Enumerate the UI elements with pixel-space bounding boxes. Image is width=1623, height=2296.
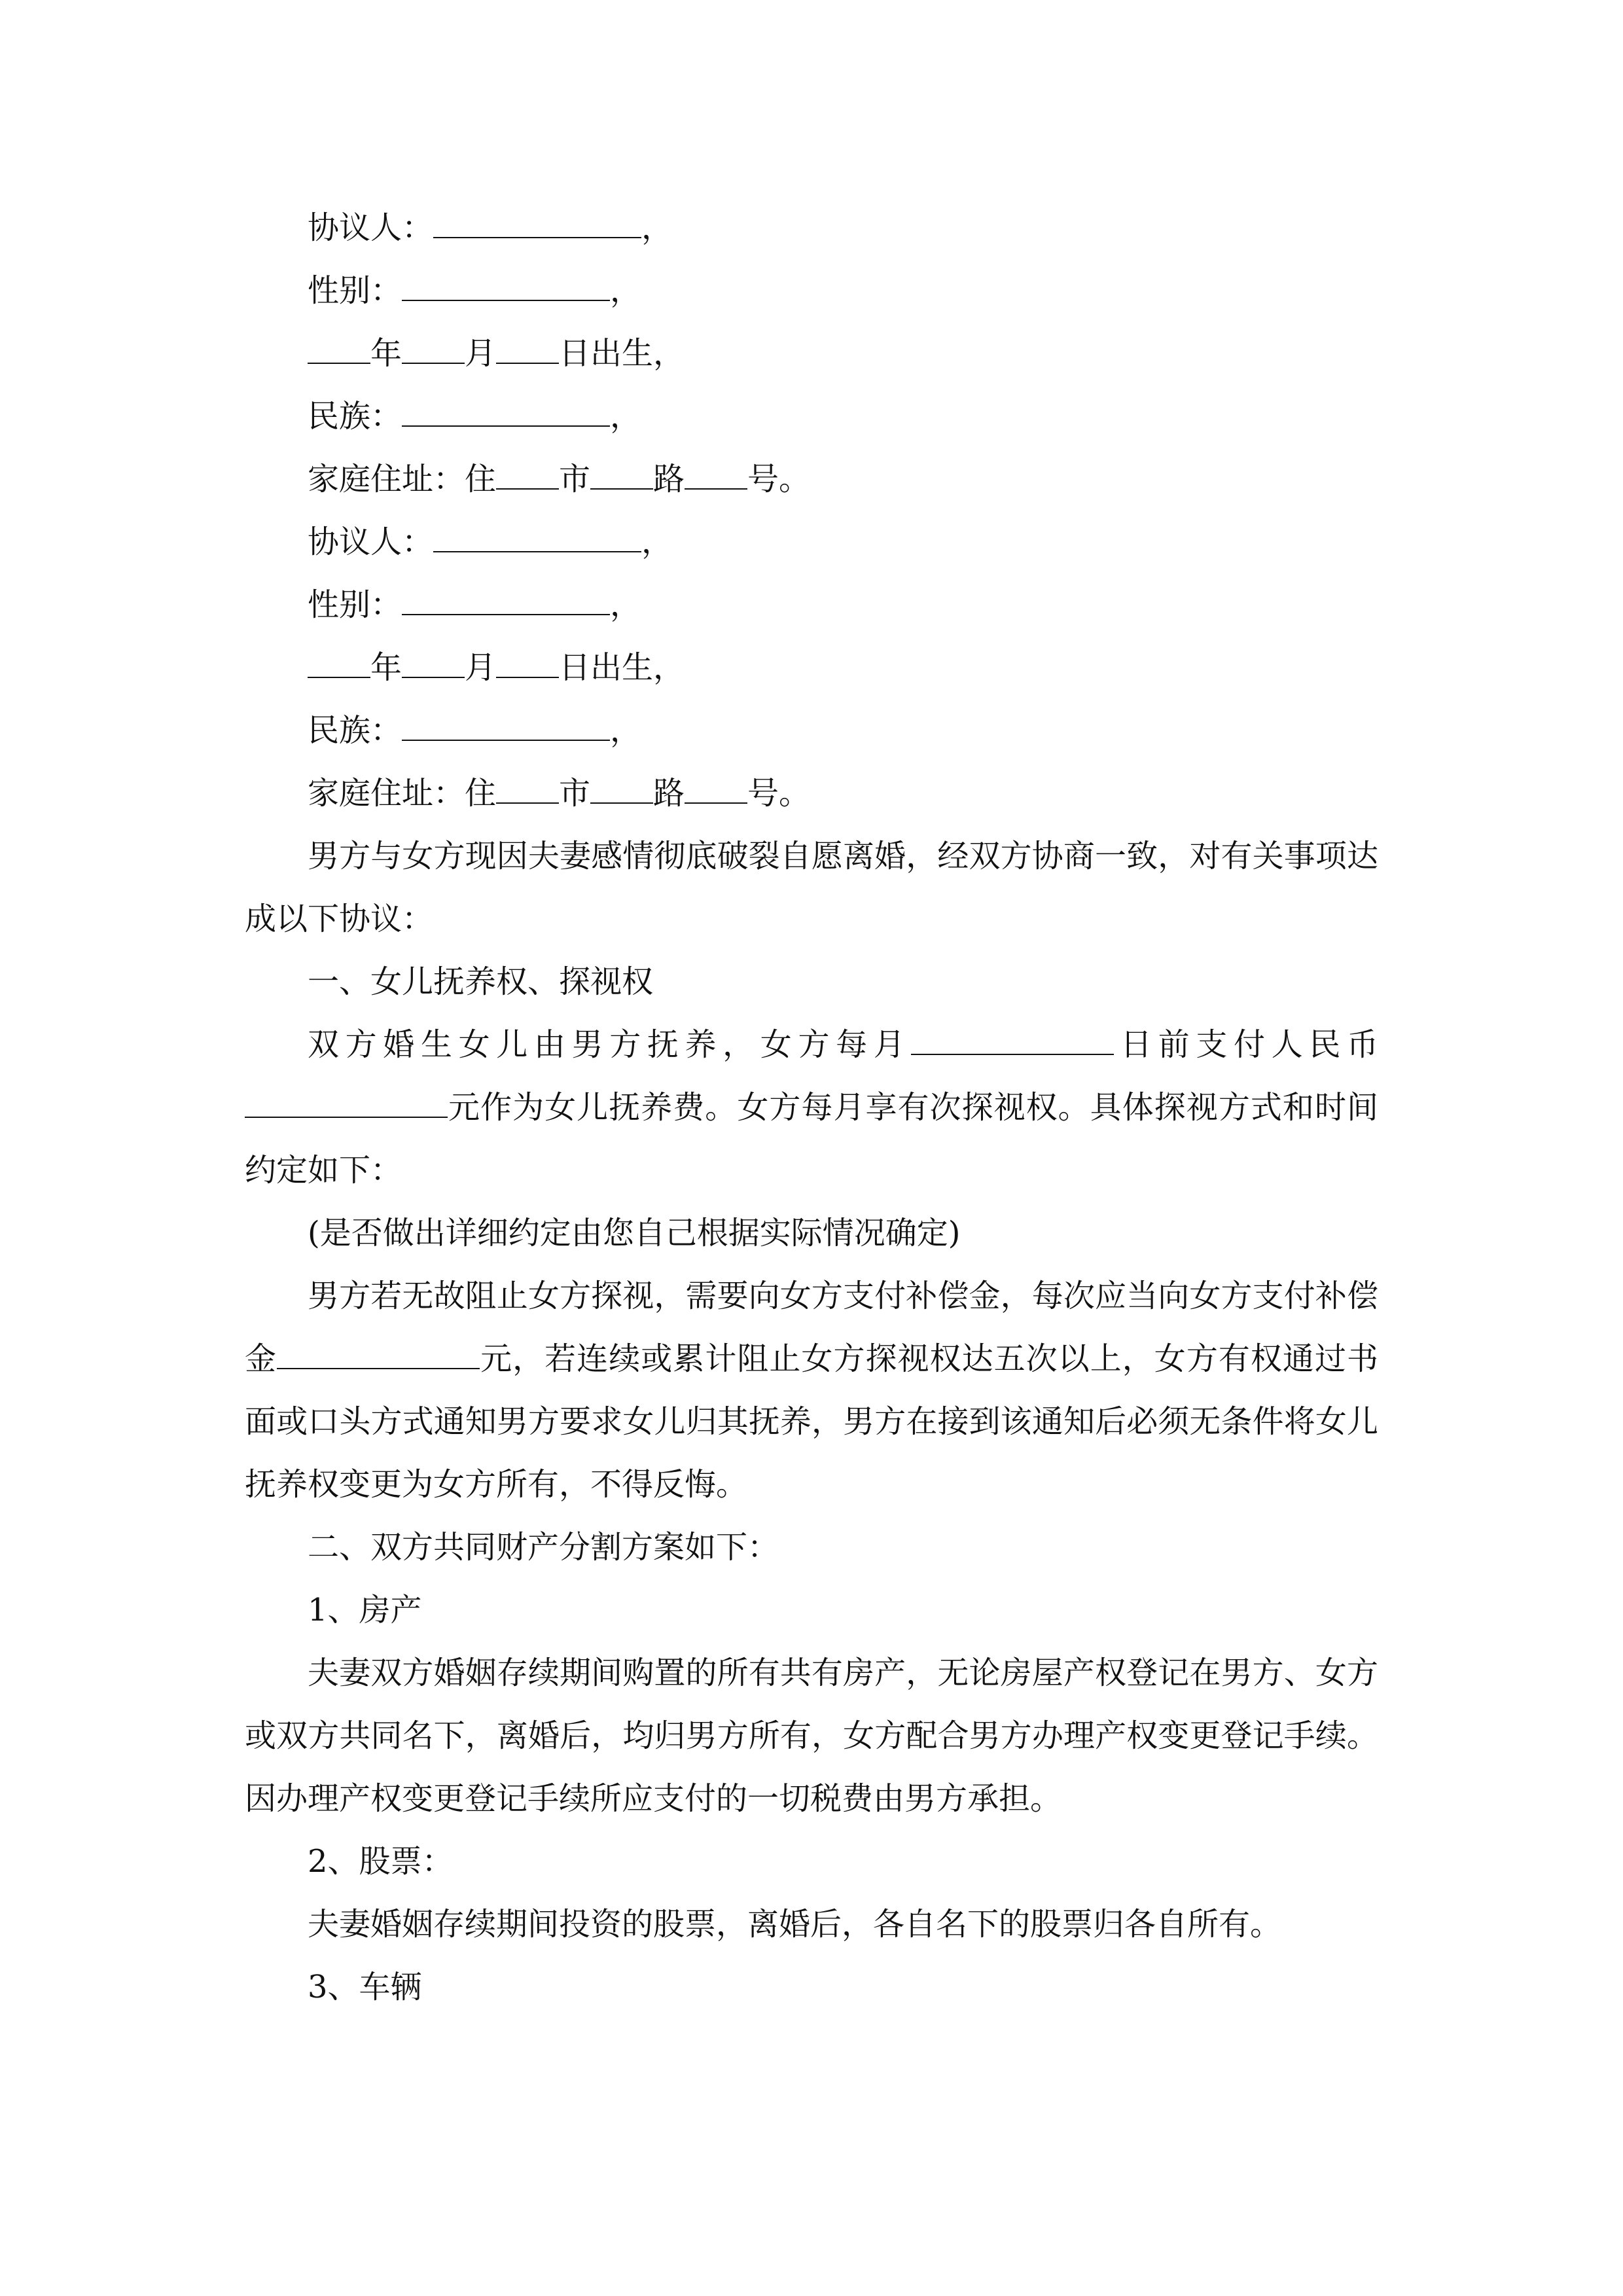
comma: ， — [610, 272, 642, 309]
comma: ， — [641, 524, 673, 560]
intro-paragraph: 男方与女方现因夫妻感情彻底破裂自愿离婚，经双方协商一致，对有关事项达成以下协议： — [245, 838, 1378, 937]
party1-month-blank — [402, 326, 465, 364]
item2-heading: 2、股票： — [308, 1843, 454, 1880]
comma: ， — [610, 398, 642, 435]
support-amount-blank — [245, 1080, 448, 1118]
party2-name-blank — [433, 514, 641, 552]
party2-day-label: 日出生， — [559, 649, 685, 686]
party1-number-blank — [685, 452, 747, 490]
section1-p2-part-b: 元，若连续或累计阻止女方探视权达五次以上，女方有权通过书面或口头方式通知男方要求女儿归其抚养，男方在接到该通知后必须无条件将女儿抚养权变更为女方所有，不得反悔。 — [245, 1340, 1378, 1503]
item1-paragraph: 夫妻双方婚姻存续期间购置的所有共有房产，无论房屋产权登记在男方、女方或双方共同名下，离婚后，均归男方所有，女方配合男方办理产权变更登记手续。因办理产权变更登记手续所应支付的一切税费由男方承担。 — [245, 1655, 1378, 1817]
party1-gender-label: 性别： — [308, 272, 402, 309]
party1-day-label: 日出生， — [559, 335, 685, 372]
party1-road-label: 路 — [653, 461, 685, 497]
party1-address-label: 家庭住址：住 — [308, 461, 497, 497]
section2-heading: 二、双方共同财产分割方案如下： — [308, 1529, 779, 1566]
party2-city-label: 市 — [559, 775, 591, 812]
party2-month-blank — [402, 640, 465, 678]
payment-day-blank — [911, 1017, 1114, 1055]
party1-birth-line — [245, 322, 1378, 385]
party2-ethnicity-line — [245, 699, 1378, 762]
party2-name-line — [245, 511, 1378, 573]
party1-ethnicity-blank — [402, 389, 610, 427]
party2-year-blank — [308, 640, 370, 678]
section1-paragraph2 — [245, 1265, 1378, 1516]
party1-road-blank — [590, 452, 653, 490]
item3-heading: 3、车辆 — [308, 1969, 422, 2005]
party1-number-label: 号。 — [747, 461, 811, 497]
item1-heading: 1、房产 — [308, 1592, 422, 1628]
comma: ， — [610, 586, 642, 623]
party2-address-label: 家庭住址：住 — [308, 775, 497, 812]
agreement-body — [245, 196, 1378, 2018]
section1-p1-part-c: 元作为女儿抚养费。女方每月享有次探视权。具体探视方式和时间约定如下： — [245, 1089, 1378, 1189]
compensation-blank — [277, 1331, 480, 1369]
party2-year-label: 年 — [370, 649, 402, 686]
party1-ethnicity-label: 民族： — [308, 398, 402, 435]
comma: ， — [610, 712, 642, 749]
item2-paragraph: 夫妻婚姻存续期间投资的股票，离婚后，各自名下的股票归各自所有。 — [308, 1906, 1282, 1943]
party1-year-label: 年 — [370, 335, 402, 372]
party2-birth-line — [245, 636, 1378, 699]
party2-ethnicity-blank — [402, 703, 610, 741]
party2-address-line — [245, 762, 1378, 825]
section1-p1-part-a: 双方婚生女儿由男方抚养，女方每月 — [308, 1026, 912, 1063]
party1-year-blank — [308, 326, 370, 364]
party2-city-blank — [496, 766, 559, 804]
section1-p1-part-b: 日前支付人民币 — [1114, 1026, 1378, 1063]
party1-month-label: 月 — [465, 335, 497, 372]
party2-road-label: 路 — [653, 775, 685, 812]
party2-number-blank — [685, 766, 747, 804]
party2-name-label: 协议人： — [308, 524, 434, 560]
party2-number-label: 号。 — [747, 775, 811, 812]
section1-paragraph1 — [245, 1013, 1378, 1202]
section1-p2-part-a: 男方若无故阻止女方探视，需要向女方支付补偿金，每次应当向女方支付补偿金 — [245, 1278, 1378, 1377]
party1-name-label: 协议人： — [308, 209, 434, 246]
party1-name-line — [245, 196, 1378, 259]
party1-name-blank — [433, 200, 641, 238]
party1-ethnicity-line — [245, 385, 1378, 448]
section1-heading: 一、女儿抚养权、探视权 — [308, 963, 654, 1000]
party1-address-line — [245, 448, 1378, 511]
comma: ， — [641, 209, 673, 246]
party2-day-blank — [496, 640, 559, 678]
section1-note: (是否做出详细约定由您自己根据实际情况确定) — [308, 1215, 961, 1251]
party1-gender-blank — [402, 263, 610, 301]
party2-gender-blank — [402, 577, 610, 615]
party2-gender-label: 性别： — [308, 586, 402, 623]
party1-day-blank — [496, 326, 559, 364]
party2-ethnicity-label: 民族： — [308, 712, 402, 749]
party1-city-blank — [496, 452, 559, 490]
party2-month-label: 月 — [465, 649, 497, 686]
party1-gender-line — [245, 259, 1378, 322]
party2-road-blank — [590, 766, 653, 804]
party2-gender-line — [245, 573, 1378, 636]
party1-city-label: 市 — [559, 461, 591, 497]
